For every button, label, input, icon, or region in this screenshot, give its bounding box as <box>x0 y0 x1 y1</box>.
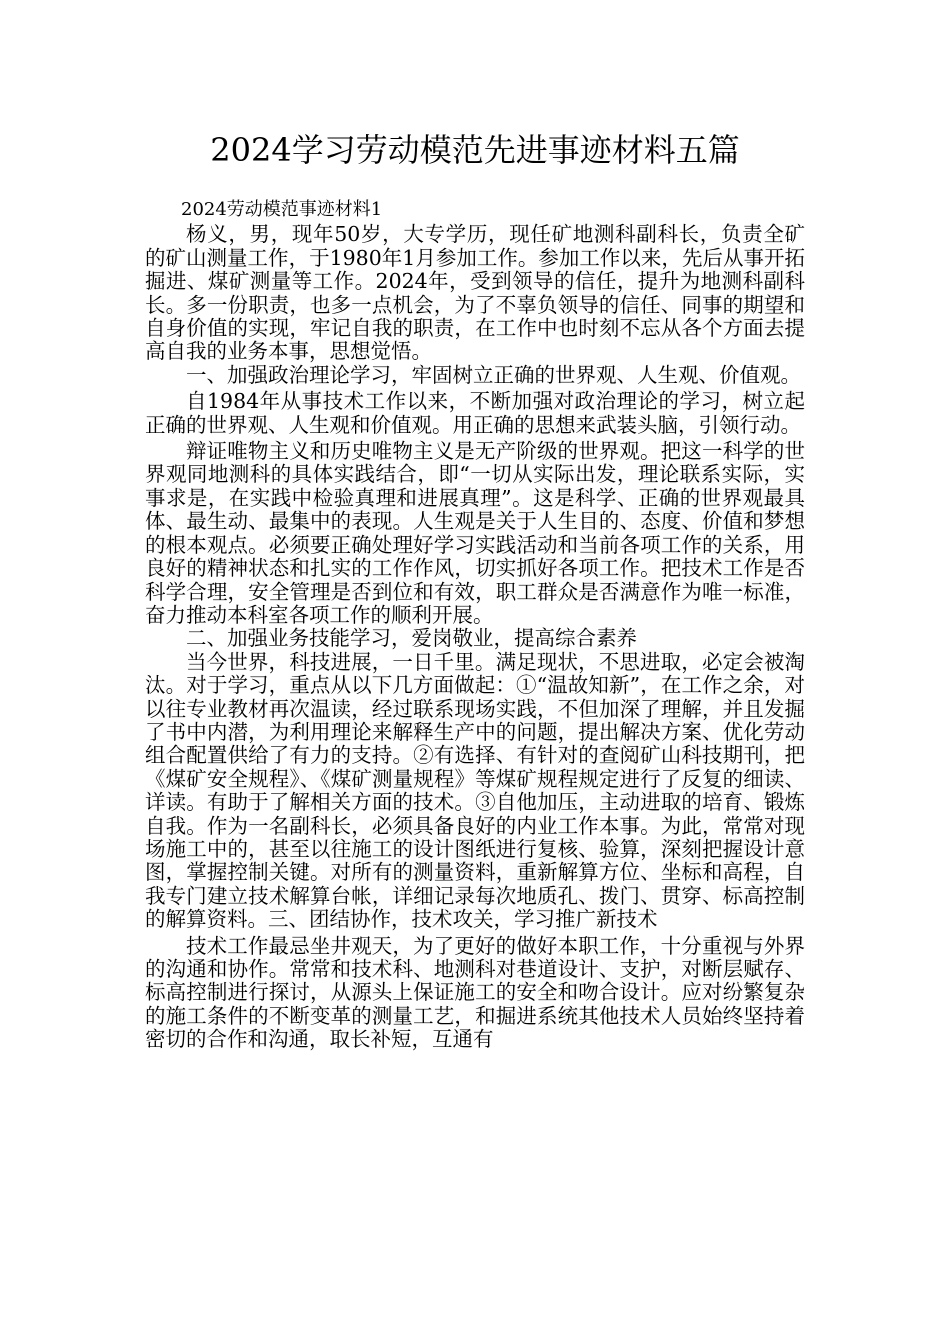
section-subtitle: 2024劳动模范事迹材料1 <box>181 199 383 220</box>
paragraph: 技术工作最忌坐井观天，为了更好的做好本职工作，十分重视与外界的沟通和协作。常常和技术科、地测科对巷道设计、支护，对断层赋存、标高控制进行探讨，从源头上保证施工的安全和吻合设计。应对纷繁复杂的施工条件的不断变革的测量工艺，和掘进系统其他技术人员始终坚持着密切的合作和沟通，取长补短，互通有 <box>145 933 805 1052</box>
section-heading: 二、加强业务技能学习，爱岗敬业，提高综合素养 <box>186 626 637 651</box>
paragraph: 当今世界，科技进展，一日千里。满足现状，不思进取，必定会被淘汰。对于学习，重点从以下几方面做起：①“温故知新”，在工作之余，对以往专业教材再次温读，经过联系现场实践，不但加深了理解，并且发掘了书中内潜，为利用理论来解释生产中的问题，提出解决方案、优化劳动组合配置供给了有力的支持。②有选择、有针对的查阅矿山科技期刊，把《煤矿安全规程》、《煤矿测量规程》等煤矿规程规定进行了反复的细读、详读。有助于了解相关方面的技术。③自他加压，主动进取的培育、锻炼自我。作为一名副科长，必须具备良好的内业工作本事。为此，常常对现场施工中的，甚至以往施工的设计图纸进行复核、验算，深刻把握设计意图，掌握控制关键。对所有的测量资料，重新解算方位、坐标和高程，自我专门建立技术解算台帐，详细记录每次地质孔、拨门、贯穿、标高控制的解算资料。三、团结协作，技术攻关，学习推广新技术 <box>145 649 805 932</box>
paragraph: 自1984年从事技术工作以来，不断加强对政治理论的学习，树立起正确的世界观、人生观和价值观。用正确的思想来武装头脑，引领行动。 <box>145 389 805 437</box>
section-heading: 一、加强政治理论学习，牢固树立正确的世界观、人生观、价值观。 <box>186 362 801 387</box>
document-title: 2024学习劳动模范先进事迹材料五篇 <box>210 131 740 169</box>
paragraph: 杨义，男，现年50岁，大专学历，现任矿地测科副科长，负责全矿的矿山测量工作，于1980年1月参加工作。参加工作以来，先后从事开拓掘进、煤矿测量等工作。2024年，受到领导的信任，提升为地测科副科长。多一份职责，也多一点机会，为了不辜负领导的信任、同事的期望和自身价值的实现，牢记自我的职责，在工作中也时刻不忘从各个方面去提高自我的业务本事，思想觉悟。 <box>145 222 805 364</box>
paragraph: 辩证唯物主义和历史唯物主义是无产阶级的世界观。把这一科学的世界观同地测科的具体实践结合，即“一切从实际出发，理论联系实际，实事求是，在实践中检验真理和进展真理”。这是科学、正确的世界观最具体、最生动、最集中的表现。人生观是关于人生目的、态度、价值和梦想的根本观点。必须要正确处理好学习实践活动和当前各项工作的关系，用良好的精神状态和扎实的工作作风，切实抓好各项工作。把技术工作是否科学合理，安全管理是否到位和有效，职工群众是否满意作为唯一标准，奋力推动本科室各项工作的顺利开展。 <box>145 439 805 627</box>
document-body <box>145 198 805 1052</box>
